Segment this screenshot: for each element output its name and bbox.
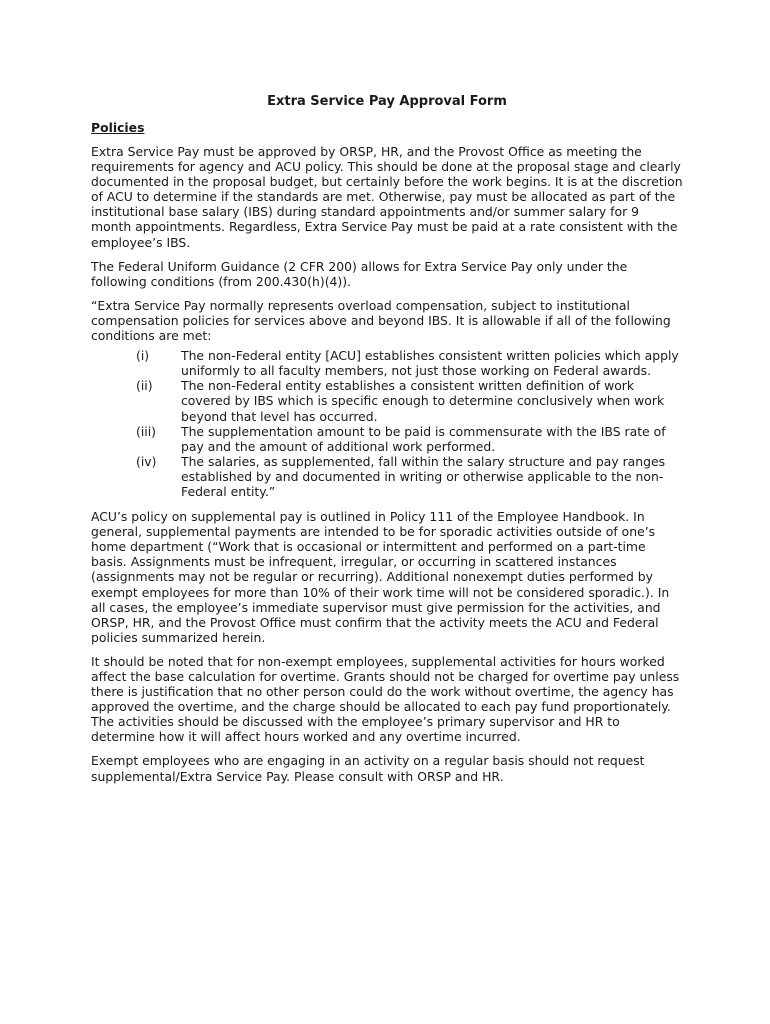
condition-number: (ii) [136,378,153,394]
paragraph-federal-guidance: The Federal Uniform Guidance (2 CFR 200) allows for Extra Service Pay only under the following conditions (from 200.430(h)(4)). [91,258,628,289]
document-page [91,93,683,793]
condition-text: The salaries, as supplemented, fall within the salary structure and pay ranges established by and documented in writing or otherwise applicable to the non-Federal entity.” [181,453,666,499]
paragraph-quoted-definition: “Extra Service Pay normally represents overload compensation, subject to institutional compensation policies for services above and beyond IBS. It is allowable if all of the following conditions are met: [91,297,671,344]
condition-number: (iii) [136,423,156,439]
section-heading-policies: Policies [91,120,145,135]
condition-item [91,454,683,499]
condition-text: The non-Federal entity [ACU] establishes consistent written policies which apply uniformly to all faculty members, not just those working on Federal awards. [181,348,679,379]
document-title: Extra Service Pay Approval Form [267,94,507,109]
condition-item [91,378,683,423]
condition-number: (iv) [136,453,157,469]
conditions-list [91,348,683,499]
condition-item [91,348,683,378]
paragraph-non-exempt-overtime: It should be noted that for non-exempt employees, supplemental activities for hours worked affect the base calculation for overtime. Grants should not be charged for overtime pay unless there is justification that no other person could do the work without overtime, the agency has approved the overtime, and the charge should be allocated to each pay fund proportionately. The activities should be discussed with the employee’s primary supervisor and HR to determine how it will affect hours worked and any overtime incurred. [91,653,680,745]
paragraph-approval-requirements: Extra Service Pay must be approved by ORSP, HR, and the Provost Office as meeting the requirements for agency and ACU policy. This should be done at the proposal stage and clearly documented in the proposal budget, but certainly before the work begins. It is at the discretion of ACU to determine if the standards are met. Otherwise, pay must be allocated as part of the institutional base salary (IBS) during standard appointments and/or summer salary for 9 month appointments. Regardless, Extra Service Pay must be paid at a rate consistent with the employee’s IBS. [91,144,683,250]
condition-text: The supplementation amount to be paid is commensurate with the IBS rate of pay and the amount of additional work performed. [181,423,666,454]
paragraph-acu-policy: ACU’s policy on supplemental pay is outlined in Policy 111 of the Employee Handbook. In general, supplemental payments are intended to be for sporadic activities outside of one’s home department (“Work that is occasional or intermittent and performed on a part-time basis. Assignments must be infrequent, irregular, or occurring in scattered instances (assignments may not be regular or recurring). Additional nonexempt duties performed by exempt employees for more than 10% of their work time will not be considered sporadic.). In all cases, the employee’s immediate supervisor must give permission for the activities, and ORSP, HR, and the Provost Office must confirm that the activity meets the ACU and Federal policies summarized herein. [91,509,670,645]
condition-number: (i) [136,348,150,364]
condition-text: The non-Federal entity establishes a consistent written definition of work covered by IBS which is specific enough to determine conclusively when work beyond that level has occurred. [181,378,665,424]
paragraph-exempt-employees: Exempt employees who are engaging in an activity on a regular basis should not request supplemental/Extra Service Pay. Please consult with ORSP and HR. [91,753,645,784]
condition-item [91,424,683,454]
